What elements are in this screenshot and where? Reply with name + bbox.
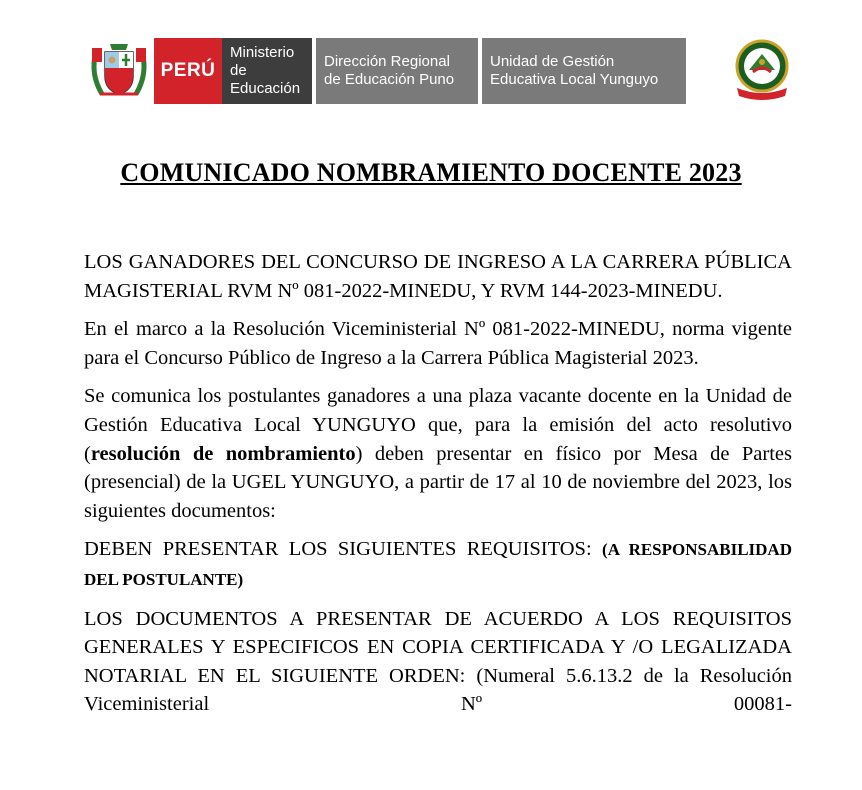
paragraph-requisitos-bold: (A RESPONSABILIDAD DEL POSTULANTE) [84,540,792,589]
paragraph-requisitos-text: DEBEN PRESENTAR LOS SIGUIENTES REQUISITOS: [84,538,603,561]
paragraph-comunica [84,382,792,525]
document-title: COMUNICADO NOMBRAMIENTO DOCENTE 2023 [120,158,742,187]
ugel-yunguyo-logo-icon [729,38,795,104]
direccion-line-2: de Educación Puno [324,71,455,88]
unidad-line-1: Unidad de Gestión [490,53,615,70]
document-body [84,248,792,729]
paragraph-documentos: LOS DOCUMENTOS A PRESENTAR DE ACUERDO A LOS REQUISITOS GENERALES Y ESPECIFICOS EN COPIA CERTIFICADA Y /O LEGALIZADA NOTARIAL EN EL SIGUIENTE ORDEN: (Numeral 5.6.13.2 de la Resolución Viceministerial Nº 00081- [84,607,792,716]
peru-brand-block [154,38,312,104]
document-header [88,38,800,104]
paragraph-comunica-part-2: ) deben presentar en físico por Mesa de Partes (presencial) de la UGEL YUNGUYO, a partir de 17 al 10 de noviembre del 2023, los siguientes documentos: [84,442,792,522]
paragraph-comunica-part-1: Se comunica los postulantes ganadores a una plaza vacante docente en la Unidad de Gestión Educativa Local YUNGUYO que, para la emisión del acto resolutivo ( [84,385,792,465]
ministry-line-1: Ministerio [230,44,295,61]
unidad-gestion-label [482,38,686,104]
paragraph-ganadores: LOS GANADORES DEL CONCURSO DE INGRESO A LA CARRERA PÚBLICA MAGISTERIAL RVM Nº 081-2022-MINEDU, Y RVM 144-2023-MINEDU. [84,251,792,302]
ministry-line-2: de Educación [230,62,301,97]
peru-coat-of-arms-icon [88,40,150,102]
peru-label: PERÚ [160,60,216,81]
paragraph-requisitos [84,535,792,594]
paragraph-marco: En el marco a la Resolución Viceministerial Nº 081-2022-MINEDU, norma vigente para el Concurso Público de Ingreso a la Carrera Pública Magisterial 2023. [84,318,792,369]
unidad-line-2: Educativa Local Yunguyo [490,71,659,88]
ministry-label [222,38,312,104]
direccion-line-1: Dirección Regional [324,53,450,70]
paragraph-comunica-bold: resolución de nombramiento [90,442,356,465]
direccion-regional-label [316,38,478,104]
